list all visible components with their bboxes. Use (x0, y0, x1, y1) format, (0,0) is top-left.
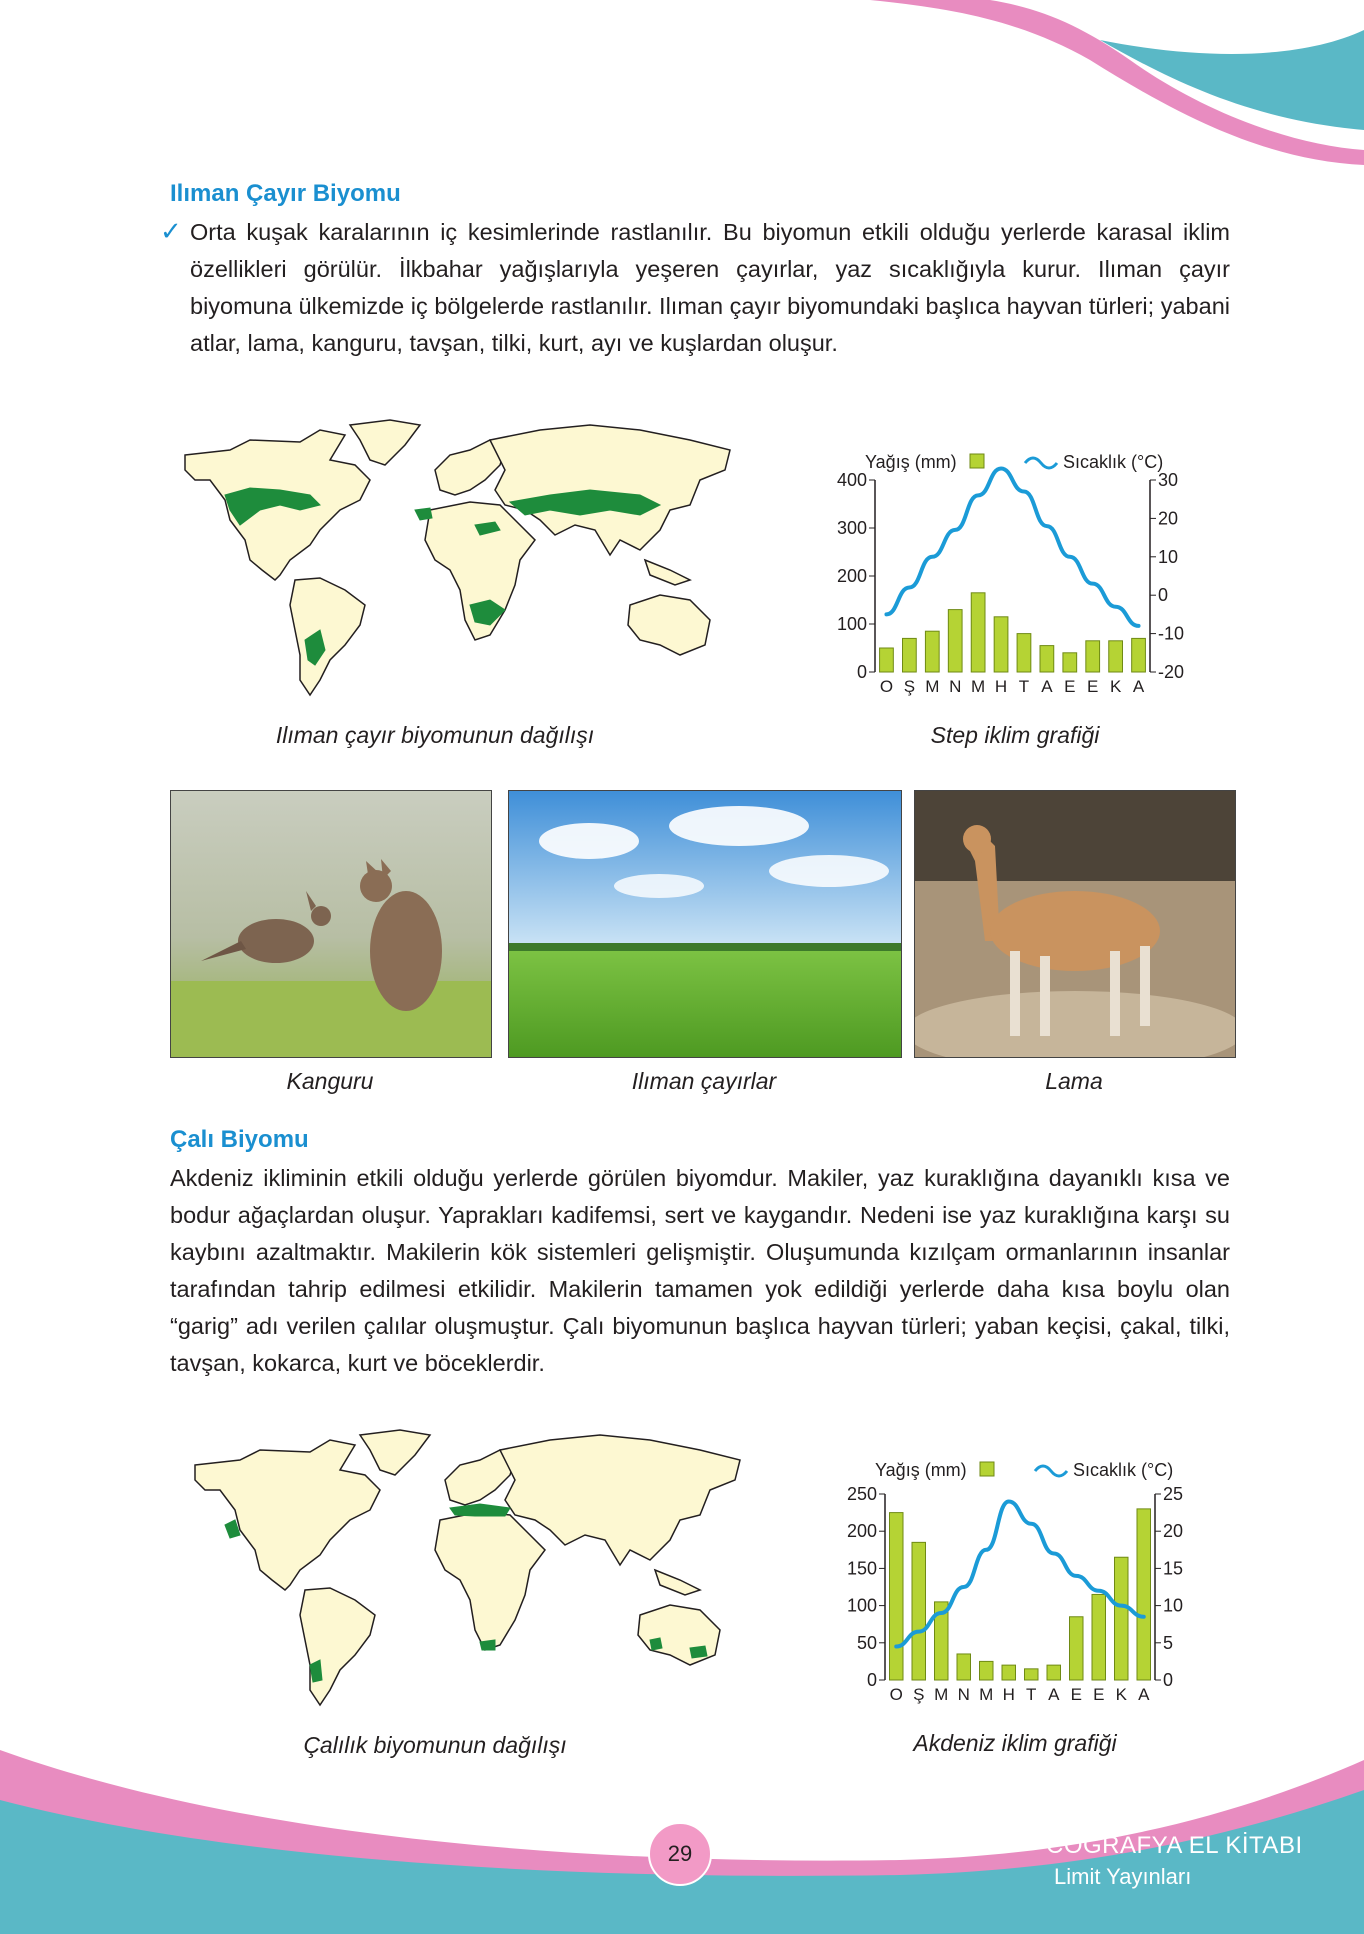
left-tick-label: 150 (846, 1558, 877, 1579)
month-label: M (925, 677, 940, 696)
publisher-name: Limit Yayınları (1054, 1864, 1192, 1889)
month-label: Ş (903, 677, 916, 696)
month-label: T (1026, 1685, 1037, 1704)
month-label: M (934, 1685, 949, 1704)
precip-bar (1109, 641, 1123, 672)
right-tick-label: 15 (1163, 1558, 1184, 1579)
precip-bar (1025, 1669, 1039, 1680)
right-tick-label: 20 (1158, 508, 1179, 529)
precip-bar (994, 617, 1008, 672)
precip-bar (903, 638, 917, 672)
right-tick-label: 30 (1158, 470, 1179, 490)
right-tick-label: 0 (1163, 1670, 1174, 1690)
map-caption: Ilıman çayır biyomunun dağılışı (275, 722, 595, 748)
top-decoration (870, 0, 1364, 170)
legend-precip-swatch (980, 1462, 994, 1476)
left-tick-label: 0 (866, 1670, 877, 1690)
chart-caption: Step iklim grafiği (930, 722, 1100, 748)
right-tick-label: 10 (1158, 546, 1179, 567)
month-label: N (949, 677, 962, 696)
legend-temp-swatch (1025, 458, 1057, 468)
month-label: O (889, 1685, 903, 1704)
temperature-line (886, 468, 1138, 625)
legend-precip-swatch (970, 454, 984, 468)
step-climate-chart (820, 442, 1210, 702)
left-tick-label: 200 (836, 566, 867, 586)
legend-temp-swatch (1035, 1466, 1067, 1476)
llama-photo (914, 790, 1236, 1058)
month-label: K (1109, 677, 1122, 696)
left-tick-label: 200 (846, 1521, 877, 1542)
precip-bar (957, 1654, 971, 1680)
legend-temp-label: Sıcaklık (°C) (1063, 452, 1164, 472)
precip-bar (1040, 646, 1054, 672)
month-label: H (1002, 1685, 1015, 1704)
right-tick-label: 5 (1163, 1632, 1174, 1653)
precip-bar (1132, 638, 1146, 672)
left-tick-label: 50 (856, 1632, 877, 1653)
mediterranean-climate-chart (830, 1446, 1210, 1706)
month-label: K (1115, 1685, 1127, 1704)
precip-bar (1092, 1594, 1106, 1680)
left-tick-label: 100 (836, 614, 867, 634)
precip-bar (1086, 641, 1100, 672)
precip-bar (1070, 1617, 1084, 1680)
month-label: A (1138, 1685, 1150, 1704)
month-label: T (1018, 677, 1030, 696)
month-label: E (1093, 1685, 1105, 1704)
precip-bar (980, 1661, 994, 1680)
month-label: O (879, 677, 894, 696)
section-paragraph: Orta kuşak karalarının iç kesimlerinde rastlanılır. Bu biyomun etkili olduğu yerlerde karasal iklim özellikleri görülür. İlkbahar yağışlarıyla yeşeren çayırlar, yaz sıcaklığıyla kurur. Ilıman çayır biyomuna ülkemizde iç bölgelerde rastlanılır. Ilıman çayır biyomundaki başlıca hayvan türleri; yabani atlar, lama, kanguru, tavşan, tilki, kurt, ayı ve kuşlardan oluşur. (190, 219, 1230, 356)
left-tick-label: 0 (856, 662, 867, 682)
temperature-line (896, 1501, 1144, 1646)
right-tick-label: 0 (1158, 585, 1169, 606)
photo-caption: Ilıman çayırlar (631, 1068, 777, 1094)
section-paragraph: Akdeniz ikliminin etkili olduğu yerlerde görülen biyomdur. Makiler, yaz kuraklığına dayanıklı kısa ve bodur ağaçlardan oluşur. Yaprakları kadifemsi, sert ve kaygandır. Nedeni ise yaz kuraklığına karşı su kaybını azaltmaktır. Makilerin kök sistemleri gelişmiştir. Oluşumunda kızılçam ormanlarının insanlar tarafından tahrip edilmesi etkilidir. Makilerin tamamen yok edildiği yerlerde daha kısa boylu olan “garig” adı verilen çalılar oluşmuştur. Çalı biyomunun başlıca hayvan türleri; yaban keçisi, çakal, tilki, tavşan, kokarca, kurt ve böceklerdir. (170, 1165, 1230, 1376)
right-tick-label: 20 (1163, 1521, 1184, 1542)
precip-bar (1017, 634, 1031, 672)
month-label: N (957, 1685, 970, 1704)
legend-precip-label: Yağış (mm) (865, 452, 957, 472)
month-label: H (994, 677, 1008, 696)
precip-bar (971, 593, 985, 672)
precip-bar (1047, 1665, 1061, 1680)
month-label: E (1070, 1685, 1082, 1704)
left-tick-label: 400 (836, 470, 867, 490)
precip-bar (1002, 1665, 1016, 1680)
book-title: COĞRAFYA EL KİTABI (1046, 1832, 1303, 1859)
month-label: A (1048, 1685, 1060, 1704)
month-label: A (1132, 677, 1145, 696)
month-label: M (971, 677, 986, 696)
month-label: Ş (913, 1685, 925, 1704)
right-tick-label: 25 (1163, 1484, 1184, 1504)
month-label: E (1064, 677, 1076, 696)
precip-bar (925, 631, 939, 672)
world-map-shrubland (180, 1420, 770, 1720)
month-label: A (1041, 677, 1053, 696)
right-tick-label: -20 (1158, 662, 1185, 682)
kangaroo-photo (170, 790, 492, 1058)
left-tick-label: 250 (846, 1484, 877, 1504)
photo-caption: Kanguru (286, 1068, 374, 1094)
photo-caption: Lama (1045, 1068, 1103, 1094)
precip-bar (912, 1542, 926, 1680)
legend-temp-label: Sıcaklık (°C) (1073, 1460, 1174, 1480)
legend-precip-label: Yağış (mm) (875, 1460, 967, 1480)
bottom-decoration (0, 1690, 1364, 1934)
right-tick-label: -10 (1158, 623, 1185, 644)
precip-bar (948, 610, 962, 672)
precip-bar (1115, 1557, 1129, 1680)
grassland-photo (508, 790, 902, 1058)
month-label: E (1087, 677, 1099, 696)
precip-bar (890, 1513, 904, 1680)
section-heading: Çalı Biyomu (170, 1126, 309, 1153)
month-label: M (979, 1685, 994, 1704)
precip-bar (1063, 653, 1077, 672)
check-icon: ✓ (160, 216, 182, 246)
page-number: 29 (648, 1822, 712, 1886)
left-tick-label: 100 (846, 1595, 877, 1616)
chart-caption: Akdeniz iklim grafiği (913, 1730, 1117, 1756)
left-tick-label: 300 (836, 518, 867, 538)
world-map-grassland (170, 410, 760, 710)
right-tick-label: 10 (1163, 1595, 1184, 1616)
precip-bar (1137, 1509, 1151, 1680)
precip-bar (880, 648, 894, 672)
section-heading: Ilıman Çayır Biyomu (170, 180, 401, 207)
map-caption: Çalılık biyomunun dağılışı (303, 1732, 567, 1758)
